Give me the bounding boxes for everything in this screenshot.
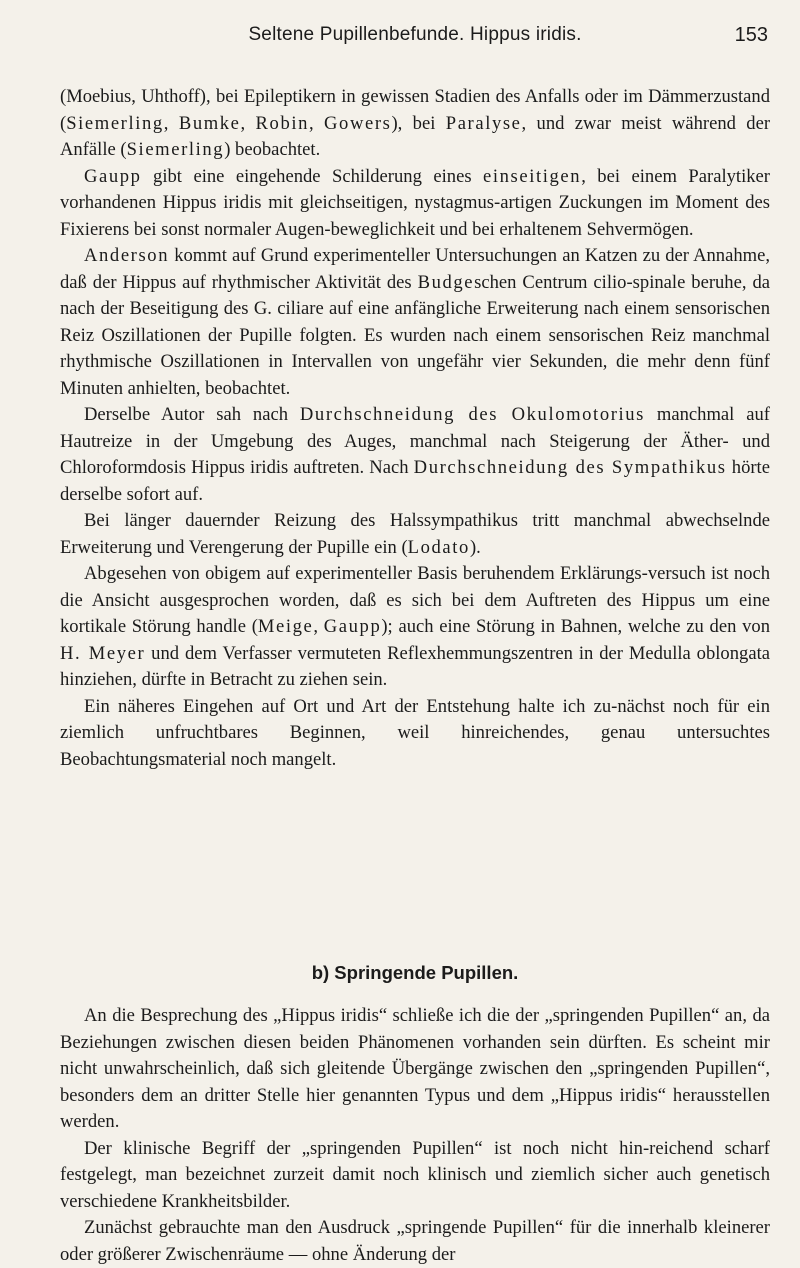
text-run: hörte derselbe sofort auf. [60, 457, 770, 505]
text-run: Zunächst gebrauchte man den Ausdruck „springende Pupillen“ für die innerhalb kleinerer oder größerer Zwischenräume — ohne Änderung der [60, 1217, 770, 1265]
running-head [60, 22, 770, 52]
paragraph [60, 1215, 770, 1268]
spaced-name: Gowers [324, 112, 392, 134]
text-run: , und zwar meist während der Anfälle ( [60, 112, 771, 160]
paragraph [60, 694, 770, 774]
text-run: schen Centrum cilio-spinale beruhe, da nach der Beseitigung des G. ciliare auf eine anfängliche Erweiterung nach einem sensorischen Reiz Oszillationen der Pupille folgten. Es wurden nach einem sensorischen Reiz manchmal rhythmische Oszillationen in Intervallen von ungefähr vier Sekunden, die mehr denn fünf Minuten anhielten, beobachtet. [60, 271, 770, 399]
text-run: , [309, 112, 325, 134]
spaced-name: Paralyse [445, 112, 522, 134]
text-run: Bei länger dauernder Reizung des Halssympathikus tritt manchmal abwechselnde Erweiterung und Verengerung der Pupille ein ( [60, 510, 770, 558]
spaced-name: Gaupp [84, 165, 142, 187]
text-run: ); auch eine Störung in Bahnen, welche zu den von [381, 616, 771, 637]
spaced-name: einseitigen [483, 165, 582, 187]
body-text [60, 84, 770, 773]
spaced-name: Siemerling [126, 139, 225, 160]
text-run: Derselbe Autor sah nach [84, 404, 300, 425]
text-run: Ein näheres Eingehen auf Ort und Art der Entstehung halte ich zu-nächst noch für ein ziemlich unfruchtbares Beginnen, weil hinreichendes, genau untersuchtes Beobachtungsmaterial noch mangelt. [60, 695, 770, 770]
page-number: 153 [734, 24, 768, 46]
paragraph [60, 1136, 770, 1216]
spaced-name: Anderson [84, 245, 170, 266]
spaced-name: Meige [257, 616, 314, 637]
spaced-name: Lodato [407, 536, 470, 558]
text-run: (Moebius, Uhthoff), bei Epileptikern in gewissen Stadien des Anfalls oder im Dämmerzustand ( [60, 86, 770, 134]
text-run: gibt eine eingehende Schilderung eines [141, 165, 484, 187]
section-heading: b) Springende Pupillen. [311, 962, 519, 983]
spaced-name: Bumke [178, 112, 241, 134]
spaced-name: Durchschneidung des Sympathikus [413, 457, 727, 478]
spaced-name: Durchschneidung des Okulomotorius [299, 404, 646, 425]
text-run: Der klinische Begriff der „springenden Pupillen“ ist noch nicht hin-reichend scharf festgelegt, man bezeichnet zurzeit damit noch klinisch und ziemlich sicher auch genetisch verschiedene Krankheitsbilder. [60, 1137, 770, 1212]
paragraph [60, 164, 770, 244]
text-run: Abgesehen von obigem auf experimenteller Basis beruhendem Erklärungs-versuch ist noch die Ansicht ausgesprochen worden, daß es sich bei dem Auftreten des Hippus um eine kortikale Störung handle ( [60, 563, 770, 637]
text-run: An die Besprechung des „Hippus iridis“ schließe ich die der „springenden Pupillen“ an, da Beziehungen zwischen diesen beiden Phänomenen vorhanden sein dürften. Es scheint mir nicht unwahrscheinlich, daß sich gleitende Übergänge zwischen den „springenden Pupillen“, besonders dem an dritter Stelle hier genannten Typus und dem „Hippus iridis“ herausstellen werden. [60, 1005, 770, 1132]
text-run: kommt auf Grund experimenteller Untersuchungen an Katzen zu der Annahme, daß der Hippus auf rhythmischer Aktivität des [60, 245, 770, 293]
text-run: ). [469, 536, 481, 558]
spaced-name: Siemerling [66, 112, 164, 134]
spaced-name: Gaupp [323, 616, 382, 637]
paragraph [60, 402, 770, 508]
spaced-name: Robin [255, 112, 310, 134]
text-run: ), bei [391, 112, 446, 134]
text-run: und dem Verfasser vermuteten Reflexhemmungszentren in der Medulla oblongata hinziehen, dürfte in Betracht zu ziehen sein. [60, 642, 770, 690]
text-run: , [240, 112, 256, 134]
paragraph [60, 243, 770, 402]
spaced-name: Budge [417, 271, 475, 293]
text-run: ) beobachtet. [224, 139, 321, 160]
paragraph [60, 508, 770, 561]
paragraph [60, 561, 770, 694]
text-run: , [313, 616, 324, 637]
spaced-name: H. Meyer [60, 642, 146, 664]
body-text-continued [60, 1003, 770, 1268]
running-title: Seltene Pupillenbefunde. Hippus iridis. [248, 24, 582, 45]
text-run: , [163, 112, 179, 134]
text-run: manchmal auf Hautreize in der Umgebung des Auges, manchmal nach Steigerung der Äther- und Chloroformdosis Hippus iridis auftreten. Nach [60, 404, 770, 478]
paragraph [60, 1003, 770, 1136]
text-run: , bei einem Paralytiker vorhandenen Hippus iridis mit gleichseitigen, nystagmus-artigen Zuckungen im Moment des Fixierens bei sonst normaler Augen-beweglichkeit und bei erhaltenem Sehvermögen. [60, 165, 770, 240]
paragraph [60, 84, 770, 164]
